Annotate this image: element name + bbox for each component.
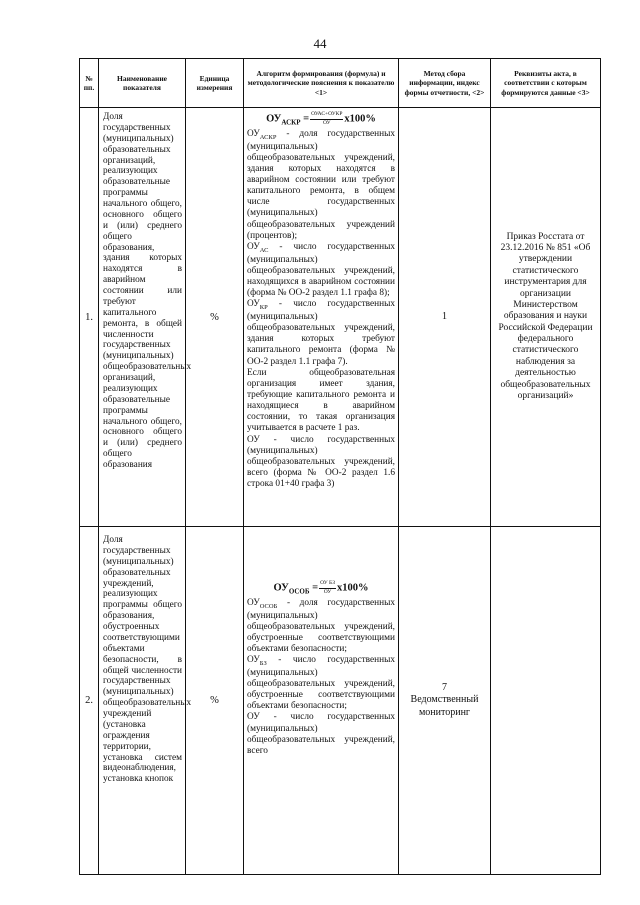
table-row [80, 527, 601, 875]
indicator-algorithm [244, 527, 399, 875]
method-line: 1 [442, 310, 447, 322]
formula: $ОУ_{ОСОБ}$ = $\frac{\text{ОУ БЗ}}{ОУ}$ х100% [273, 580, 369, 596]
formula-lhs-sub: ОСОБ [288, 587, 310, 596]
header-num: № пп. [80, 59, 99, 108]
table-row [80, 108, 601, 527]
formula: $ОУ_{АСКР}$ = $\frac{\text{ОУАС+ОУКР}}{ОУ}$ х100% [266, 111, 376, 127]
algorithm-line: $ОУ_{АСКР}$ - доля государственных (муниципальных) общеобразовательных учреждений, здания которых находятся в аварийном состоянии или требуют капитального ремонта, в общем числе государственных (муниципальных) общеобразовательных учреждений (процентов); [247, 128, 395, 241]
formula-lhs: ОУ [266, 113, 282, 125]
formula-denominator: ОУ [322, 119, 331, 126]
algorithm-line: ОУ - число государственных (муниципальных) общеобразовательных учреждений, всего [247, 712, 395, 756]
header-name: Наименование показателя [99, 59, 186, 108]
indicators-table [79, 58, 601, 875]
formula-numerator: ОУАС+ОУКР [310, 112, 343, 120]
indicator-unit: % [186, 108, 244, 527]
table-header-row [80, 59, 601, 108]
formula-lhs: ОУ [273, 582, 289, 594]
indicator-name: Доля государственных (муниципальных) образовательных организаций, реализующих образовательные программы начального общего, основного общего и (или) среднего общего образования, здания которых находятся в аварийном состоянии или требуют капитального ремонта, в общей численности государственных (муниципальных) общеобразовательных организаций, реализующих образовательные программы начального общего, основного общего и (или) среднего общего образования [99, 108, 186, 527]
indicator-unit: % [186, 527, 244, 875]
formula-lhs-sub: АСКР [281, 118, 301, 127]
formula-denominator: ОУ [323, 588, 332, 595]
algorithm-line: $ОУ_{АС}$ - число государственных (муниципальных) общеобразовательных учреждений, находящихся в аварийном состоянии (форма № ОО-2 раздел 1.1 графа 8); [247, 241, 395, 299]
formula-fraction [310, 112, 343, 126]
requisites [491, 527, 601, 875]
formula-tail: х100% [336, 582, 369, 594]
algorithm-line: $ОУ_{КР}$ - число государственных (муниципальных) общеобразовательных учреждений, здания которых требуют капитального ремонта (форма № ОО-2 раздел 1.1 графа 7). [247, 299, 395, 367]
method-line: Ведомственный мониторинг [410, 694, 479, 718]
header-unit: Единица измерения [186, 59, 244, 108]
row-number: 2. [80, 527, 99, 875]
formula-numerator: ОУ БЗ [319, 581, 336, 589]
header-algorithm: Алгоритм формирования (формула) и методологические пояснения к показателю <1> [244, 59, 399, 108]
method-line: 7 [442, 681, 447, 693]
algorithm-explanation [247, 129, 395, 491]
formula-tail: х100% [344, 113, 376, 125]
collection-method [399, 527, 491, 875]
formula-fraction [319, 581, 336, 595]
algorithm-line: $ОУ_{БЗ}$ - число государственных (муниципальных) общеобразовательных учреждений, обустроенные соответствующими объектами безопасности; [247, 655, 395, 712]
indicator-name: Доля государственных (муниципальных) образовательных учреждений, реализующих программы общего образования, обустроенных соответствующими объектами безопасности, в общей численности государственных (муниципальных) общеобразовательных учреждений (установка ограждения территории, установка систем видеонаблюдения, установка кнопок [99, 527, 186, 875]
algorithm-line: ОУ - число государственных (муниципальных) общеобразовательных учреждений, всего (форма № ОО-2 раздел 1.6 строка 01+40 графа 3) [247, 434, 395, 490]
collection-method [399, 108, 491, 527]
header-requisites: Реквизиты акта, в соответствии с которым формируются данные <3> [491, 59, 601, 108]
requisites: Приказ Росстата от 23.12.2016 № 851 «Об утверждении статистического инструментария для организации Министерством образования и науки Российской Федерации федерального статистического наблюдения за деятельностью общеобразовательных организаций» [491, 108, 601, 527]
row-number: 1. [80, 108, 99, 527]
algorithm-line: $ОУ_{ОСОБ}$ - доля государственных (муниципальных) общеобразовательных учреждений, обустроенные соответствующими объектами безопасности; [247, 597, 395, 655]
header-method: Метод сбора информации, индекс формы отчетности, <2> [399, 59, 491, 108]
page-number: 44 [313, 36, 327, 51]
algorithm-explanation [247, 598, 395, 757]
indicator-algorithm [244, 108, 399, 527]
algorithm-line: Если общеобразовательная организация имеет здания, требующие капитального ремонта и находящиеся в аварийном состоянии, то такая организация учитывается в расчете 1 раз. [247, 367, 395, 434]
